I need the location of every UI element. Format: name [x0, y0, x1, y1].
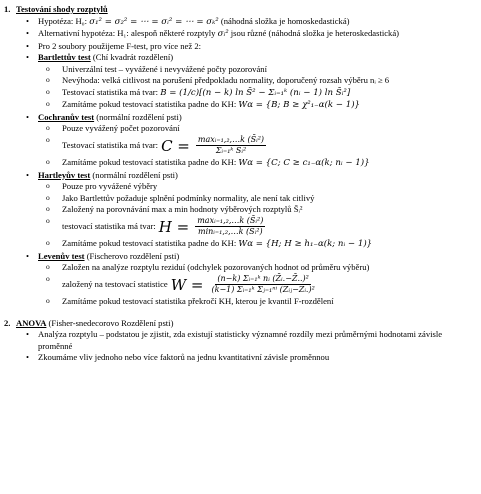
hartley-point-2: o Jako Bartlettův požaduje splnění podmínky normality, ale není tak citlivý [44, 193, 475, 205]
cochran-reject [44, 157, 475, 170]
hartley-numerator: maxᵢ₌₁,₂,…k (S̄ᵢ²) [195, 216, 265, 228]
section-1-list [24, 16, 475, 308]
section-2-heading [4, 318, 475, 330]
levene-denominator: (k−1) Σᵢ₌₁ᵏ Σⱼ₌₁ⁿⁱ (Zᵢⱼ−Z̄ᵢ.)² [211, 285, 315, 295]
cochran-name: Cochranův test [38, 111, 95, 122]
bartlett-reject [44, 99, 475, 112]
list-item-hypothesis [24, 16, 475, 29]
section-number: 1. [4, 4, 11, 14]
section-title-group [16, 318, 173, 330]
hypothesis-formula: σ₁² = σ₂² = ⋯ = σᵢ² = ⋯ = σₖ² [89, 16, 219, 27]
hartley-list [44, 181, 475, 251]
list-item-alternative [24, 28, 475, 41]
section-note: (Fisher-snedecorovo Rozdělení psti) [46, 317, 174, 328]
levene-statistic [44, 274, 475, 296]
bartlett-heading [24, 52, 475, 112]
cochran-stat-var: C = [161, 136, 190, 155]
cochran-stat-label: o Testovací statistika má tvar: [62, 140, 159, 151]
levene-note: (Fischerovo rozdělení psti) [84, 250, 180, 261]
levene-stat-label: o založený na testovací statistice [62, 279, 168, 290]
levene-stat-var: W = [170, 275, 204, 294]
levene-reject: o Zamítáme pokud testovací statistika překročí KH, kterou je kvantil F-rozdělení [44, 296, 475, 308]
anova-point-2: • Zkoumáme vliv jednoho nebo více faktorů na jednu kvantitativní závisle proměnnou [24, 352, 475, 364]
levene-heading [24, 251, 475, 308]
list-item-ftest-note: • Pro 2 soubory použijeme F-test, pro více než 2: [24, 41, 475, 53]
cochran-reject-formula: Wα = {C; C ≥ c₁₋α(k; nᵢ − 1)} [238, 158, 370, 169]
alternative-note: jsou různé (náhodná složka je heteroskedastická) [228, 28, 400, 39]
hartley-point-1: o Pouze pro vyvážené výběry [44, 181, 475, 193]
section-number: 2. [4, 317, 11, 328]
bartlett-point-1: o Univerzální test – vyvážené i nevyvážené počty pozorování [44, 64, 475, 76]
section-1-heading [4, 4, 475, 16]
bartlett-statistic [44, 87, 475, 100]
hartley-note: (normální rozdělení psti) [90, 169, 178, 180]
levene-point-1: o Založen na analýze rozptylu reziduí (odchylek pozorovaných hodnot od průměru výběru) [44, 262, 475, 274]
cochran-numerator: maxᵢ₌₁,₂,…k (S̄ᵢ²) [196, 135, 266, 147]
hartley-reject [44, 238, 475, 251]
bartlett-list [44, 64, 475, 112]
hartley-reject-label: Zamítáme pokud testovací statistika padne do KH: [62, 238, 239, 249]
cochran-point-1: o Pouze vyvážený počet pozorování [44, 123, 475, 135]
bartlett-stat-label: Testovací statistika má tvar: [62, 86, 161, 97]
cochran-heading [24, 112, 475, 170]
cochran-reject-label: Zamítáme pokud testovací statistika padne do KH: [62, 157, 239, 168]
bartlett-note: (Chí kvadrát rozdělení) [90, 52, 174, 63]
bartlett-stat-formula: B = (1/c)[(n − k) ln S̄² − Σᵢ₌₁ᵏ (nᵢ − 1) ln S̄ᵢ²] [160, 87, 351, 98]
hartley-point-3: o Založený na porovnávání max a min hodnoty výběrových rozptylů S̄ᵢ² [44, 204, 475, 216]
levene-fraction [209, 274, 316, 296]
bartlett-name: Bartlettův test [38, 52, 91, 63]
hypothesis-label: Hypotéza: H₀: [38, 15, 90, 26]
levene-name: Levenův test [38, 250, 85, 261]
levene-numerator: (n−k) Σᵢ₌₁ᵏ nᵢ (Z̄ᵢ.−Z̄..)² [215, 274, 310, 286]
alternative-label: Alternativní hypotéza: H₁: alespoň některé rozptyly [38, 28, 218, 39]
cochran-note: (normální rozdělení psti) [94, 111, 182, 122]
bartlett-reject-label: Zamítáme pokud testovací statistika padne do KH: [62, 99, 239, 110]
hartley-heading [24, 170, 475, 251]
hartley-fraction [195, 216, 265, 238]
section-title: ANOVA [16, 317, 47, 328]
anova-point-1: • Analýza rozptylu – podstatou je zjistit, zda existují statisticky významné rozdíly mezi průměrnými hodnotami závisle proměnné [24, 329, 475, 352]
hartley-name: Hartleyův test [38, 169, 91, 180]
bartlett-point-2: o Nevýhoda: velká citlivost na porušení předpokladu normality, doporučený rozsah výběru nᵢ ≥ 6 [44, 75, 475, 87]
cochran-fraction [196, 135, 266, 157]
hartley-stat-label: o testovací statistika má tvar: [62, 221, 156, 232]
bartlett-reject-formula: Wα = {B; B ≥ χ²₁₋α(k − 1)} [238, 100, 361, 111]
cochran-list [44, 123, 475, 169]
hartley-reject-formula: Wα = {H; H ≥ h₁₋α(k; nᵢ − 1)} [238, 239, 373, 250]
hartley-stat-var: H = [158, 217, 190, 236]
section-2-list [24, 329, 475, 364]
alternative-formula: σᵢ² [217, 29, 229, 40]
hypothesis-note: (náhodná složka je homoskedastická) [218, 15, 350, 26]
section-title: Testování shody rozptylů [16, 4, 108, 14]
cochran-statistic [44, 135, 475, 157]
cochran-denominator: Σᵢ₌₁ᵏ S̄ᵢ² [215, 146, 247, 156]
levene-list [44, 262, 475, 307]
hartley-statistic [44, 216, 475, 238]
hartley-denominator: minᵢ₌₁,₂,…k (S̄ᵢ²) [198, 227, 263, 237]
